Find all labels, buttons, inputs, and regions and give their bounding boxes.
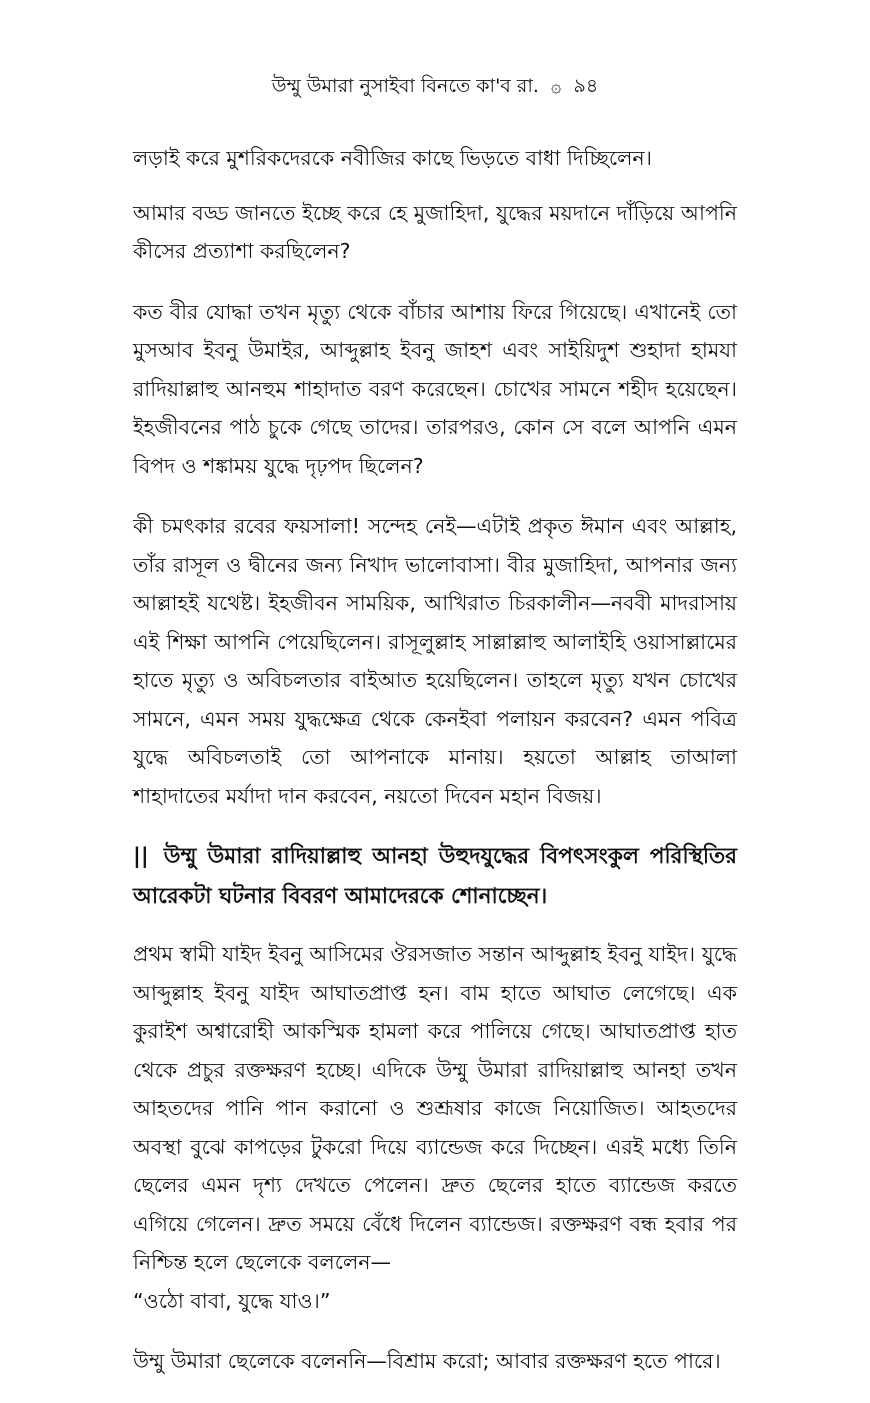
paragraph: কত বীর যোদ্ধা তখন মৃত্যু থেকে বাঁচার আশায় ফিরে গিয়েছে। এখানেই তো মুসআব ইবনু উমাইর, আব্দুল্লাহ ইবনু জাহশ এবং সাইয়িদুশ শুহাদা হামযা রাদিয়াল্লাহু আনহুম শাহাদাত বরণ করেছেন। চোখের সামনে শহীদ হয়েছেন। ইহজীবনের পাঠ চুকে গেছে তাদের। তারপরও, কোন সে বলে আপনি এমন বিপদ ও শঙ্কাময় যুদ্ধে দৃঢ়পদ ছিলেন? xyxy=(133,299,737,478)
paragraph: প্রথম স্বামী যাইদ ইবনু আসিমের ঔরসজাত সন্তান আব্দুল্লাহ ইবনু যাইদ। যুদ্ধে আব্দুল্লাহ ইবনু যাইদ আঘাতপ্রাপ্ত হন। বাম হাতে আঘাত লেগেছে। এক কুরাইশ অশ্বারোহী আকস্মিক হামলা করে পালিয়ে গেছে। আঘাতপ্রাপ্ত হাত থেকে প্রচুর রক্তক্ষরণ হচ্ছে। এদিকে উম্মু উমারা রাদিয়াল্লাহু আনহা তখন আহতদের পানি পান করানো ও শুশ্রূষার কাজে নিয়োজিত। আহতদের অবস্থা বুঝে কাপড়ের টুকরো দিয়ে ব্যান্ডেজ করে দিচ্ছেন। এরই মধ্যে তিনি ছেলের এমন দৃশ্য দেখতে পেলেন। দ্রুত ছেলের হাতে ব্যান্ডেজ করতে এগিয়ে গেলেন। দ্রুত সময়ে বেঁধে দিলেন ব্যান্ডেজ। রক্তক্ষরণ বন্ধ হবার পর নিশ্চিন্ত হলে ছেলেকে বললেন— xyxy=(133,942,737,1274)
paragraph: লড়াই করে মুশরিকদেরকে নবীজির কাছে ভিড়তে বাধা দিচ্ছিলেন। xyxy=(133,146,652,170)
page-number: ৯৪ xyxy=(573,75,599,97)
paragraph: কী চমৎকার রবের ফয়সালা! সন্দেহ নেই—এটাই প্রকৃত ঈমান এবং আল্লাহ, তাঁর রাসূল ও দ্বীনের জন্য নিখাদ ভালোবাসা। বীর মুজাহিদা, আপনার জন্য আল্লাহই যথেষ্ট। ইহজীবন সাময়িক, আখিরাত চিরকালীন—নববী মাদরাসায় এই শিক্ষা আপনি পেয়েছিলেন। রাসূলুল্লাহ সাল্লাল্লাহু আলাইহি ওয়াসাল্লামের হাতে মৃত্যু ও অবিচলতার বাইআত হয়েছিলেন। তাহলে মৃত্যু যখন চোখের সামনে, এমন সময় যুদ্ধক্ষেত্র থেকে কেনইবা পলায়ন করবেন? এমন পবিত্র যুদ্ধে অবিচলতাই তো আপনাকে মানায়। হয়তো আল্লাহ তাআলা শাহাদাতের মর্যাদা দান করবেন, নয়তো দিবেন মহান বিজয়। xyxy=(133,514,737,808)
paragraph: উম্মু উমারা ছেলেকে বলেননি—বিশ্রাম করো; আবার রক্তক্ষরণ হতে পারে। xyxy=(133,1349,721,1373)
section-marker: || xyxy=(133,844,149,869)
page-body xyxy=(133,139,737,1403)
section-heading xyxy=(133,837,737,917)
section-heading-text: উম্মু উমারা রাদিয়াল্লাহু আনহা উহুদযুদ্ধের বিপৎসংকুল পরিস্থিতির আরেকটা ঘটনার বিবরণ আমাদেরকে শোনাচ্ছেন। xyxy=(133,844,737,909)
running-head-title: উম্মু উমারা নুসাইবা বিনতে কা'ব রা. xyxy=(271,75,539,97)
running-head xyxy=(0,72,870,101)
paragraph: আমার বড্ড জানতে ইচ্ছে করে হে মুজাহিদা, যুদ্ধের ময়দানে দাঁড়িয়ে আপনি কীসের প্রত্যাশা করছিলেন? xyxy=(133,200,737,263)
quote-line: “ওঠো বাবা, যুদ্ধে যাও।” xyxy=(133,1288,331,1313)
ornament-icon: ۞ xyxy=(550,76,562,97)
